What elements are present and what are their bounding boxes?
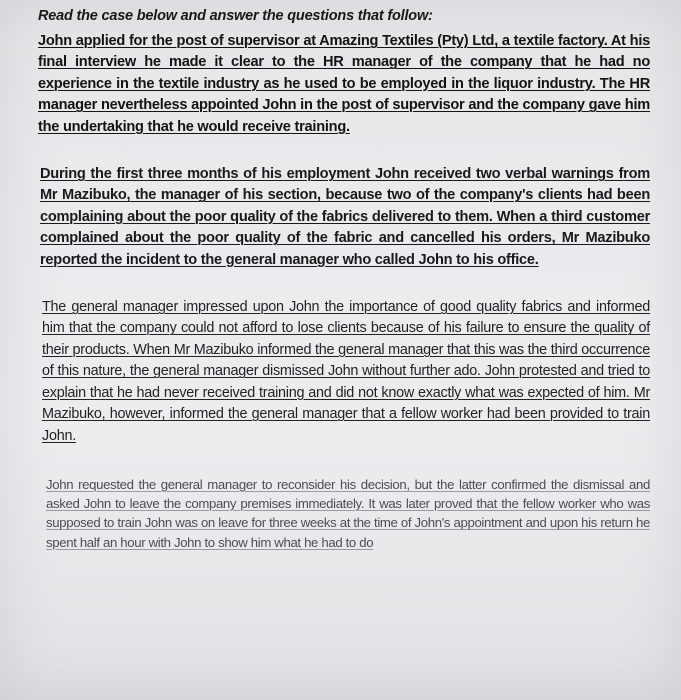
case-study-document <box>38 6 650 552</box>
paragraph-2: During the first three months of his employment John received two verbal warnings from Mr Mazibuko, the manager of his section, because two of the company's clients had been complaining about the poor quality of the fabrics delivered to them. When a third customer complained about the poor quality of the fabric and cancelled his orders, Mr Mazibuko reported the incident to the general manager who called John to his office. <box>40 166 650 268</box>
photo-shading <box>0 560 681 700</box>
paragraph-3: The general manager impressed upon John the importance of good quality fabrics and informed him that the company could not afford to lose clients because of his failure to ensure the quality of their products. When Mr Mazibuko informed the general manager that this was the third occurrence of this nature, the general manager dismissed John without further ado. John protested and tried to explain that he had never received training and did not know exactly what was expected of him. Mr Mazibuko, however, informed the general manager that a fellow worker had been provided to train John. <box>42 299 650 444</box>
instruction-heading: Read the case below and answer the questions that follow: <box>38 8 433 24</box>
paragraph-1: John applied for the post of supervisor at Amazing Textiles (Pty) Ltd, a textile factory. At his final interview he made it clear to the HR manager of the company that he had no experience in the textile industry as he used to be employed in the liquor industry. The HR manager nevertheless appointed John in the post of supervisor and the company gave him the undertaking that he would receive training. <box>38 33 650 135</box>
paragraph-4: John requested the general manager to reconsider his decision, but the latter confirmed the dismissal and asked John to leave the company premises immediately. It was later proved that the fellow worker who was supposed to train John was on leave for three weeks at the time of John's appointment and upon his return he spent half an hour with John to show him what he had to do <box>46 476 650 550</box>
